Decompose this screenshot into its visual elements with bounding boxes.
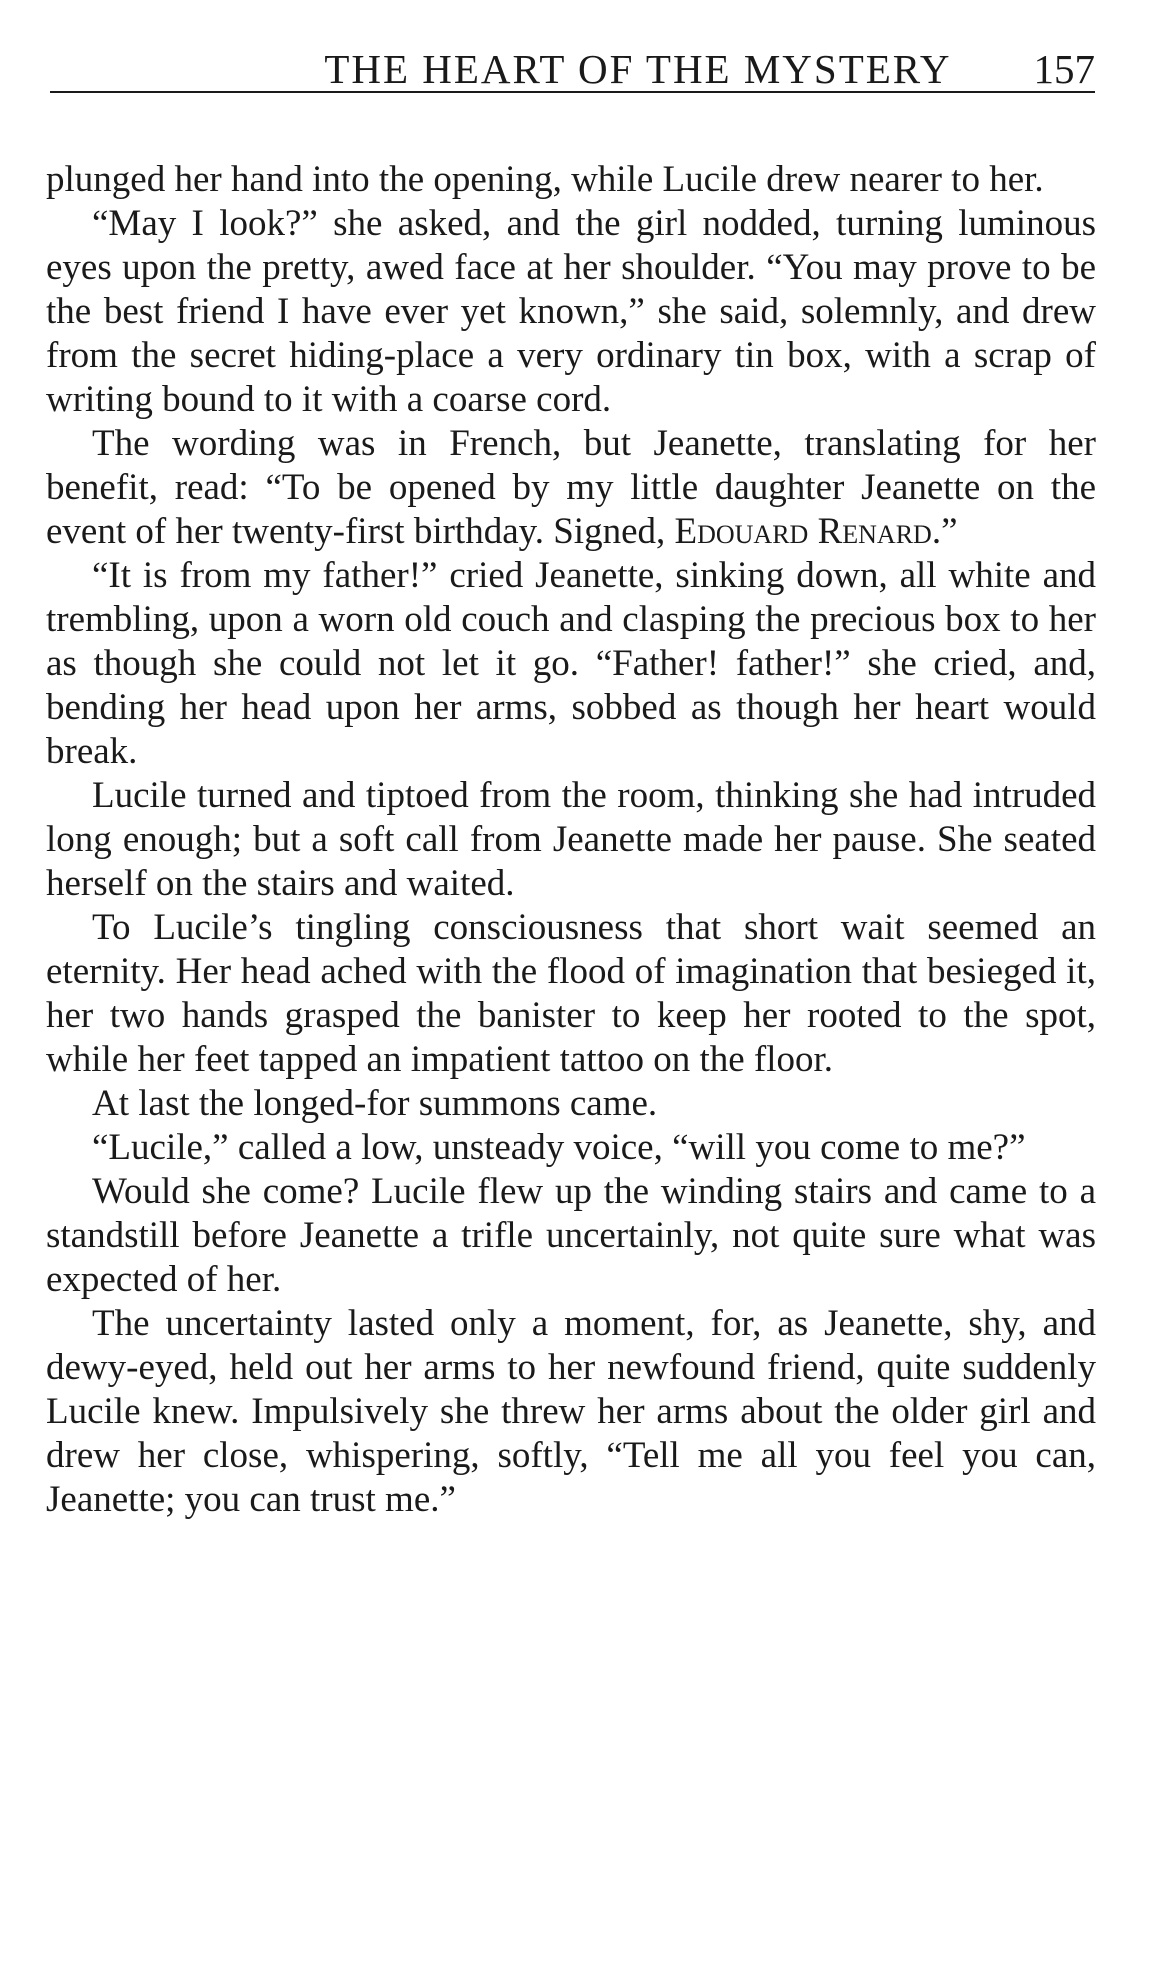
paragraph: Would she come? Lucile flew up the winding stairs and came to a standstill before Jeanette a trifle uncertainly, not quite sure what was expected of her. xyxy=(46,1171,1096,1300)
signature-closing: .” xyxy=(931,511,958,552)
header-rule xyxy=(50,91,1095,93)
paragraph: To Lucile’s tingling consciousness that short wait seemed an eternity. Her head ached with the flood of imagination that besieged it, her two hands grasped the banister to keep her rooted to the spot, while her feet tapped an impatient tattoo on the floor. xyxy=(46,907,1096,1080)
paragraph: Lucile turned and tiptoed from the room, thinking she had intruded long enough; but a soft call from Jeanette made her pause. She seated herself on the stairs and waited. xyxy=(46,775,1096,904)
paragraph-text: The wording was in French, but Jeanette, translating for her benefit, read: “To be opened by my little daughter Jeanette on the event of her twenty-first birthday. Signed, xyxy=(46,423,1096,552)
running-header xyxy=(50,30,1095,90)
paragraph: “Lucile,” called a low, unsteady voice, “will you come to me?” xyxy=(92,1127,1026,1168)
paragraph: The uncertainty lasted only a moment, for, as Jeanette, shy, and dewy-eyed, held out her arms to her newfound friend, quite suddenly Lucile knew. Impulsively she threw her arms about the older girl and drew her close, whispering, softly, “Tell me all you feel you can, Jeanette; you can trust me.” xyxy=(46,1303,1096,1520)
paragraph: plunged her hand into the opening, while Lucile drew nearer to her. xyxy=(46,159,1044,200)
paragraph: At last the longed-for summons came. xyxy=(92,1083,658,1124)
paragraph: “May I look?” she asked, and the girl nodded, turning luminous eyes upon the pretty, awed face at her shoulder. “You may prove to be the best friend I have ever yet known,” she said, solemnly, and drew from the secret hiding-place a very ordinary tin box, with a scrap of writing bound to it with a coarse cord. xyxy=(46,203,1096,420)
paragraph: “It is from my father!” cried Jeanette, sinking down, all white and trembling, upon a worn old couch and clasping the precious box to her as though she could not let it go. “Father! father!” she cried, and, bending her head upon her arms, sobbed as though her heart would break. xyxy=(46,555,1096,772)
paragraph xyxy=(46,422,1096,554)
page-number: 157 xyxy=(1033,46,1095,92)
signature-name: Edouard Renard xyxy=(674,511,932,552)
running-title: THE HEART OF THE MYSTERY xyxy=(324,46,952,92)
body-text xyxy=(46,158,1096,1522)
